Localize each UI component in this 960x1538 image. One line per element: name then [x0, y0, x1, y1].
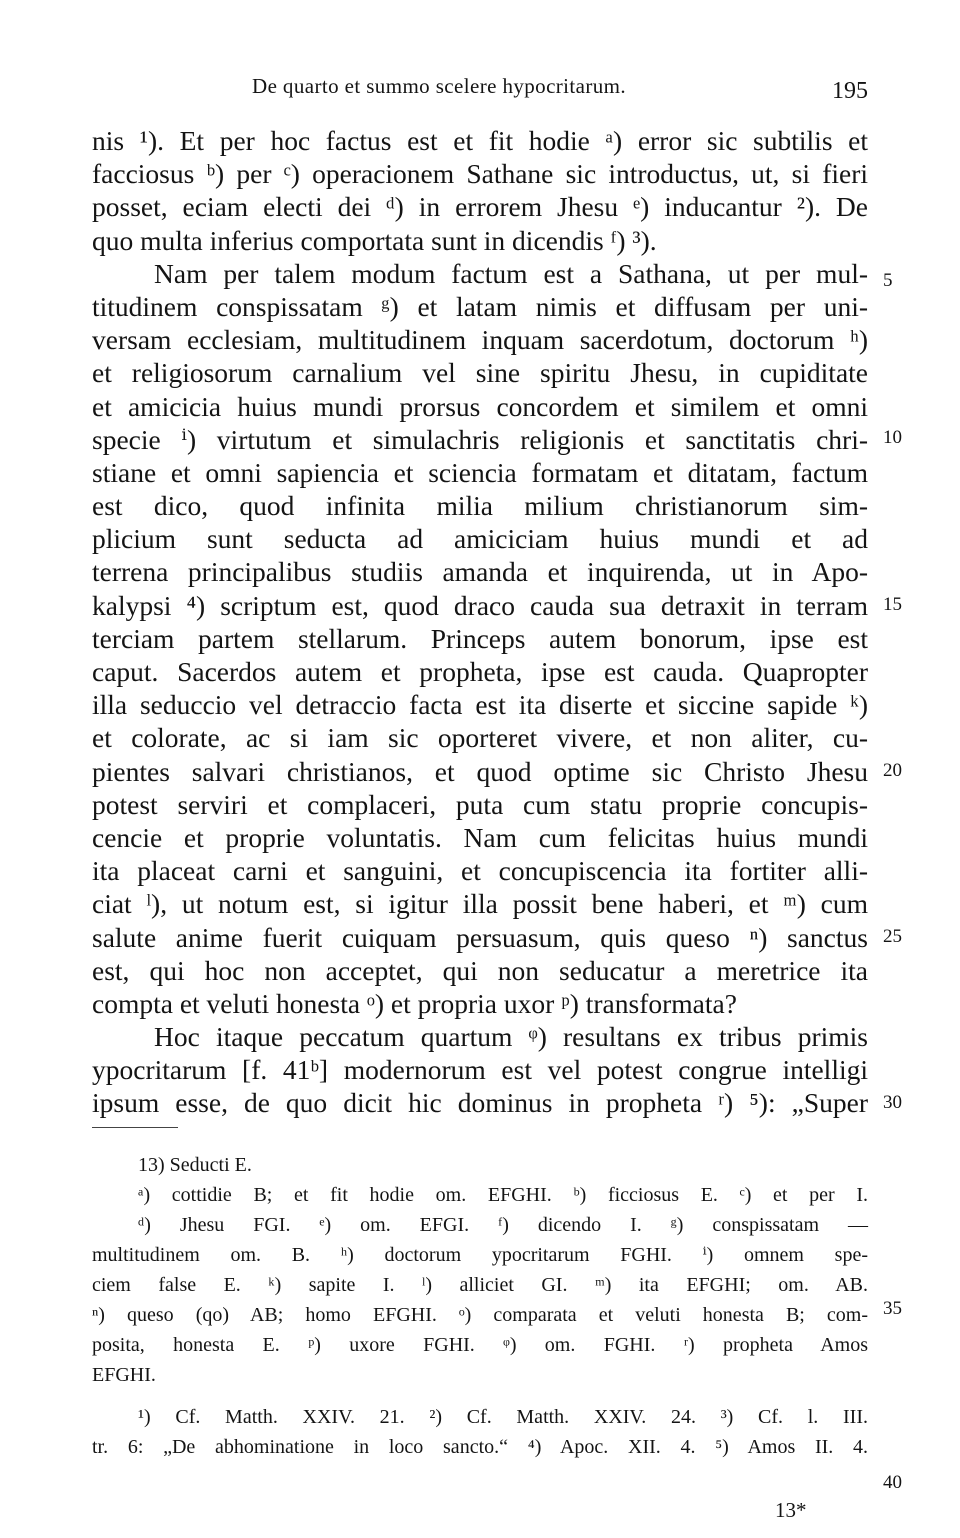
text-line: titudinem conspissatam ᵍ) et latam nimis et diffusam per uni-	[92, 290, 868, 322]
main-text	[92, 124, 868, 1120]
text-line: posset, eciam electi dei ᵈ) in errorem Jhesu ᵉ) inducantur ²). De	[92, 191, 868, 223]
text-line: pientes salvari christianos, et quod optime sic Christo Jhesu	[92, 755, 868, 787]
text-line: illa seduccio vel detraccio facta est ita diserte et siccine sapide ᵏ)	[92, 689, 868, 721]
line-number: 35	[883, 1298, 902, 1319]
page-header	[92, 70, 868, 110]
line-number: 15	[883, 594, 902, 615]
line-number: 5	[883, 270, 893, 291]
text-line: et amicicia huius mundi prorsus concordem et similem et omni	[92, 390, 868, 422]
text-line: ypocritarum [f. 41ᵇ] modernorum est vel potest congrue intelligi	[92, 1054, 868, 1086]
text-line: est dico, quod infinita milia milium christianorum sim-	[92, 490, 868, 522]
footnote-line: EFGHI.	[92, 1364, 156, 1386]
line-number: 10	[883, 427, 902, 448]
footnote-line: tr. 6: „De abhominatione in loco sancto.“ ⁴) Apoc. XII. 4. ⁵) Amos II. 4.	[92, 1436, 868, 1458]
text-line: Nam per talem modum factum est a Sathana, ut per mul-	[154, 257, 868, 289]
text-line: plicium sunt seducta ad amiciciam huius mundi et ad	[92, 523, 868, 555]
footnote-line: posita, honesta E. ᵖ) uxore FGHI. ᵠ) om. FGHI. ʳ) propheta Amos	[92, 1334, 868, 1356]
text-line: caput. Sacerdos autem et propheta, ipse est cauda. Quapropter	[92, 656, 868, 687]
footnote-line: multitudinem om. B. ʰ) doctorum ypocritarum FGHI. ⁱ) omnem spe-	[92, 1244, 868, 1266]
text-line: nis ¹). Et per hoc factus est et fit hodie ᵃ) error sic subtilis et	[92, 125, 868, 156]
footnotes	[92, 1150, 868, 1462]
line-number: 25	[883, 926, 902, 947]
text-line: specie ⁱ) virtutum et simulachris religionis et sanctitatis chri-	[92, 423, 868, 455]
text-line: et religiosorum carnalium vel sine spiritu Jhesu, in cupiditate	[92, 357, 868, 389]
footnote-separator	[92, 1127, 178, 1128]
footnote-line: ⁿ) queso (qo) AB; homo EFGHI. ᵒ) comparata et veluti honesta B; com-	[92, 1304, 868, 1326]
page-number: 195	[832, 78, 868, 104]
line-number: 20	[883, 760, 902, 781]
footnote-line: ᵃ) cottidie B; et fit hodie om. EFGHI. ᵇ) ficciosus E. ᶜ) et per I.	[138, 1184, 868, 1206]
footnote-line: ciem false E. ᵏ) sapite I. ˡ) alliciet GI. ᵐ) ita EFGHI; om. AB.	[92, 1274, 868, 1296]
line-number: 40	[883, 1472, 902, 1493]
text-line: ita placeat carni et sanguini, et concupiscencia ita fortiter alli-	[92, 855, 868, 887]
footnote-line: 13) Seducti E.	[138, 1154, 252, 1176]
text-line: Hoc itaque peccatum quartum ᵠ) resultans ex tribus primis	[154, 1021, 868, 1053]
text-line: facciosus ᵇ) per ᶜ) operacionem Sathane sic introductus, ut, si fieri	[92, 158, 868, 190]
text-line: kalypsi ⁴) scriptum est, quod draco cauda sua detraxit in terram	[92, 589, 868, 621]
footnote-line: ¹) Cf. Matth. XXIV. 21. ²) Cf. Matth. XXIV. 24. ³) Cf. l. III.	[138, 1406, 868, 1428]
text-line: cencie et proprie voluntatis. Nam cum felicitas huius mundi	[92, 821, 868, 853]
text-line: est, qui hoc non acceptet, qui non seducatur a meretrice ita	[92, 954, 868, 986]
text-line: quo multa inferius comportata sunt in dicendis ᶠ) ³).	[92, 224, 657, 256]
text-line: potest serviri et complaceri, puta cum statu proprie concupis-	[92, 788, 868, 820]
text-line: et colorate, ac si iam sic oporteret vivere, et non aliter, cu-	[92, 722, 868, 754]
running-head: De quarto et summo scelere hypocritarum.	[252, 74, 627, 98]
footnote-line: ᵈ) Jhesu FGI. ᵉ) om. EFGI. ᶠ) dicendo I. ᵍ) conspissatam —	[138, 1214, 868, 1236]
line-number: 30	[883, 1092, 902, 1113]
text-line: ciat ˡ), ut notum est, si igitur illa possit bene haberi, et ᵐ) cum	[92, 888, 868, 920]
text-line: compta et veluti honesta ᵒ) et propria uxor ᵖ) transformata?	[92, 987, 737, 1019]
text-line: stiane et omni sapiencia et sciencia formatam et ditatam, factum	[92, 456, 868, 488]
text-line: salute anime fuerit cuiquam persuasum, quis queso ⁿ) sanctus	[92, 921, 868, 953]
text-line: terrena principalibus studiis amanda et inquirenda, ut in Apo-	[92, 556, 868, 588]
signature-mark: 13*	[775, 1498, 807, 1522]
text-line: ipsum esse, de quo dicit hic dominus in propheta ʳ) ⁵): „Super	[92, 1087, 868, 1119]
text-line: terciam partem stellarum. Princeps autem bonorum, ipse est	[92, 622, 868, 654]
text-line: versam ecclesiam, multitudinem inquam sacerdotum, doctorum ʰ)	[92, 324, 868, 356]
